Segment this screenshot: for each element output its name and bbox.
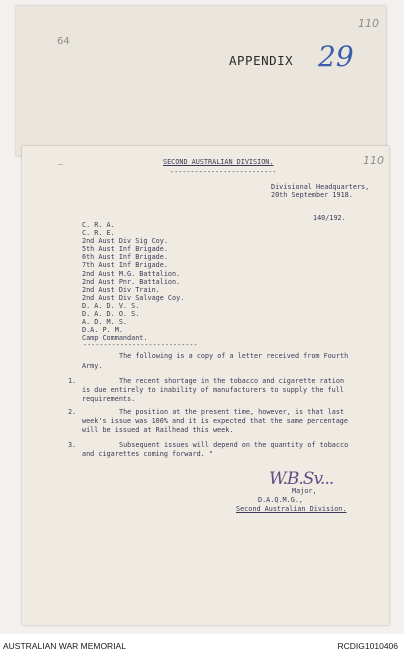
heading-rule: -------------------------- [170,168,277,176]
paragraph-line: and cigarettes coming forward. " [82,450,213,458]
pencil-mark: ~ [57,160,64,169]
appendix-folio-number: 110 [358,17,379,30]
addressee-line: 2nd Aust Pnr. Battalion. [82,277,181,286]
addressee-line: D.A. P. M. [82,326,123,335]
addressee-line: C. R. A. [82,221,115,229]
addressee-line: 6th Aust Inf Brigade. [82,253,168,262]
paragraph-line: will be issued at Railhead this week. [82,426,234,434]
paragraph-line: is due entirely to inability of manufacturers to supply the full [82,386,344,394]
addressee-list [82,221,184,342]
letter-folio-number: 110 [363,154,384,167]
paragraph-line: Subsequent issues will depend on the quantity of tobacco [119,441,349,449]
appendix-label: APPENDIX [229,53,294,68]
appendix-cover-sheet [16,6,386,156]
paragraph-number: 1. [68,377,77,385]
paragraph-line: week's issue was 100% and it is expected that the same percentage [82,417,348,425]
letter-heading: SECOND AUSTRALIAN DIVISION. [163,158,274,166]
handwritten-signature: W.B.Sv... [269,469,334,489]
addressee-line: C. R. E. [82,229,115,238]
signatory-rank: Major, [292,487,317,495]
footer-record-id: RCDIG1010406 [337,641,398,651]
paragraph-number: 3. [68,441,77,449]
intro-line: The following is a copy of a letter received from Fourth [119,352,349,360]
pencil-page-number: 64 [57,36,70,47]
paragraph-line: The recent shortage in the tobacco and cigarette ration [119,377,345,385]
addressee-line: D. A. D. V. S. [82,301,140,310]
paragraph-line: The position at the present time, however, is that last [119,408,345,416]
signatory-appointment: D.A.Q.M.G., [258,496,304,504]
addressee-line: 2nd Aust Div Train. [82,285,160,294]
addressee-line: Camp Commandant. [82,334,148,343]
addressee-line: A. D. M. S. [82,318,128,327]
paragraph-line: requirements. [82,395,136,403]
hq-line: Divisional Headquarters, [271,183,370,191]
addressee-rule: ---------------------------- [83,341,198,349]
reference-number: 140/192. [313,214,346,222]
footer-institution: AUSTRALIAN WAR MEMORIAL [3,641,126,651]
paragraph-number: 2. [68,408,77,416]
signatory-formation: Second Australian Division. [236,505,347,513]
addressee-line: 2nd Aust M.G. Battalion. [82,269,181,278]
addressee-line: D. A. D. O. S. [82,310,140,319]
date-line: 20th September 1918. [271,191,353,199]
addressee-line: 2nd Aust Div Sig Coy. [82,237,168,246]
appendix-number: 29 [318,40,354,73]
addressee-line: 2nd Aust Div Salvage Coy. [82,293,185,302]
intro-line: Army. [82,362,103,370]
addressee-line: 7th Aust Inf Brigade. [82,261,168,270]
addressee-line: 5th Aust Inf Brigade. [82,245,168,254]
